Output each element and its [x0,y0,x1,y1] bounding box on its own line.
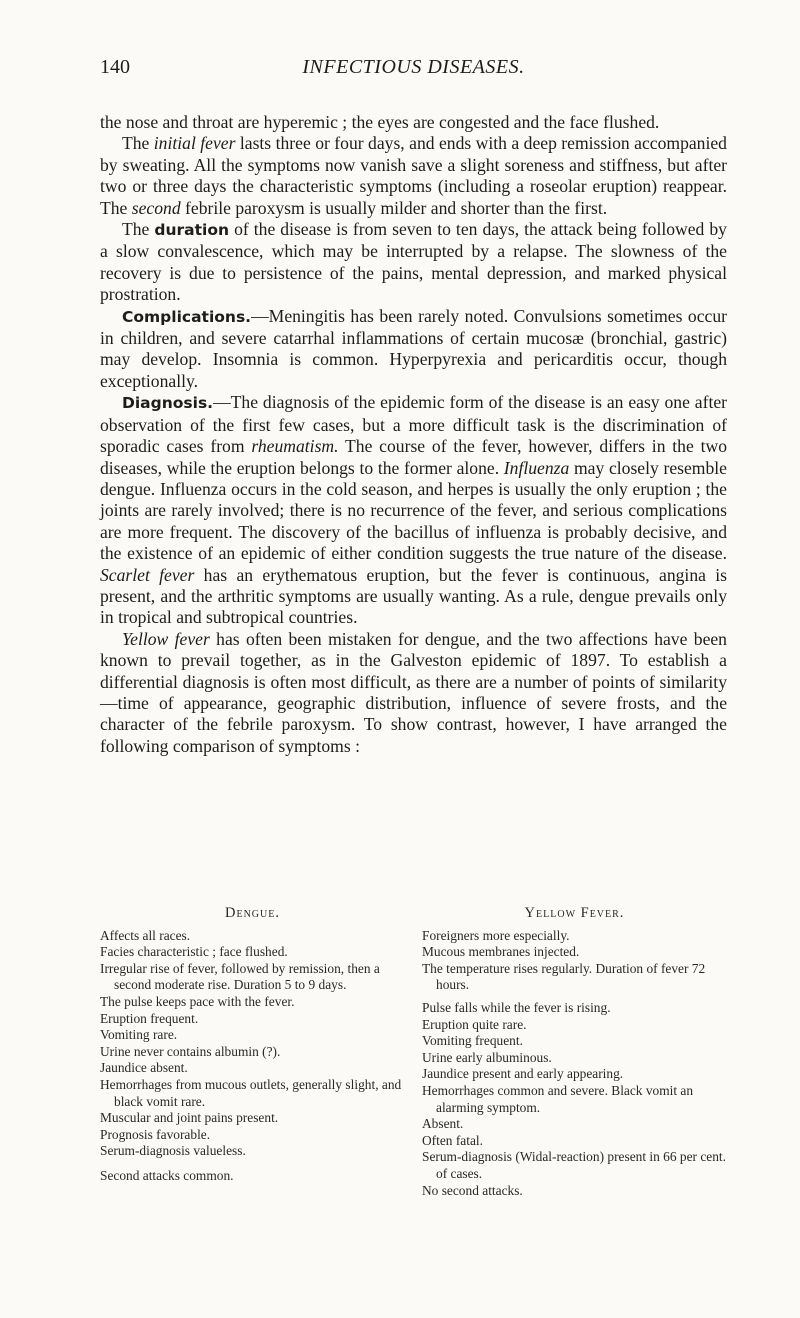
list-item: The pulse keeps pace with the fever. [100,993,295,1009]
list-item: Vomiting rare. [100,1027,178,1043]
heading-complications: Complications. [122,307,252,326]
list-item: Serum-diagnosis valueless. [100,1143,246,1159]
list-item: Muscular and joint pains present. [100,1110,279,1126]
dengue-column [100,905,405,1199]
list-item: Hemorrhages common and severe. Black vomit an alarming symptom. [422,1082,694,1115]
yellow-fever-column [422,905,727,1199]
list-item: Prognosis favorable. [100,1126,211,1142]
paragraph-continuation: the nose and throat are hyperemic ; the eyes are congested and the face flushed. [100,112,660,132]
heading-duration: duration [154,221,230,240]
paragraph-diagnosis: Diagnosis.—The diagnosis of the epidemic form of the disease is an easy one after observation of the first few cases, but a more difficult task is the discrimination of sporadic cases from rheumatism. The course of the fever, however, differs in the two diseases, while the eruption belongs to the former alone. Influenza may closely resemble dengue. Influenza occurs in the cold season, and herpes is usually the only eruption ; the joints are rarely involved; there is no recurrence of the fever, and serious complications are more frequent. The discovery of the bacillus of influenza is probably decisive, and the existence of an epidemic of either condition suggests the true nature of the disease. Scarlet fever has an erythematous eruption, but the fever is continuous, angina is present, and the arthritic symptoms are usually wanting. As a rule, dengue prevails only in tropical and subtropical countries. [100,392,727,628]
yellow-fever-heading: Yellow Fever. [524,905,625,921]
list-item: Urine never contains albumin (?). [100,1043,281,1059]
list-item: No second attacks. [422,1182,523,1198]
running-title: INFECTIOUS DISEASES. [302,56,525,78]
list-item: Eruption quite rare. [422,1016,527,1032]
heading-diagnosis: Diagnosis. [122,394,214,413]
list-item: Hemorrhages from mucous outlets, generally slight, and black vomit rare. [100,1076,402,1109]
list-item: Eruption frequent. [100,1010,199,1026]
list-item: Urine early albuminous. [422,1049,552,1065]
list-item: Absent. [422,1116,464,1132]
list-item: Serum-diagnosis (Widal-reaction) present in 66 per cent. of cases. [422,1149,726,1181]
list-item: Mucous membranes injected. [422,944,580,960]
list-item: Often fatal. [422,1132,483,1148]
body-text [100,112,727,757]
running-header [100,56,727,86]
dengue-heading: Dengue. [225,905,280,921]
list-item: Facies characteristic ; face flushed. [100,944,288,960]
list-item: Vomiting frequent. [422,1033,523,1049]
list-item: Irregular rise of fever, followed by remission, then a second moderate rise. Duration 5 to 9 days. [100,960,380,993]
paragraph-complications: Complications.—Meningitis has been rarely noted. Convulsions sometimes occur in children, and severe catarrhal inflammations of certain mucosæ (bronchial, gastric) may develop. Insomnia is common. Hyperpyrexia and pericarditis occur, though exceptionally. [100,305,727,391]
list-item: Foreigners more especially. [422,927,570,943]
list-item: Affects all races. [100,927,191,943]
list-item: Second attacks common. [100,1167,234,1183]
paragraph-yellow-fever: Yellow fever has often been mistaken for dengue, and the two affections have been known to prevail together, as in the Galveston epidemic of 1897. To establish a differential diagnosis is often most difficult, as there are a number of points of similarity—time of appearance, geographic distribution, influence of severe frosts, and the character of the febrile paroxysm. To show contrast, however, I have arranged the following comparison of symptoms : [100,628,727,756]
paragraph-duration: The duration of the disease is from seven to ten days, the attack being followed by a slow convalescence, which may be interrupted by a relapse. The slowness of the recovery is due to persistence of the pains, mental depression, and marked physical prostration. [100,219,727,305]
paragraph-initial-fever: The initial fever lasts three or four days, and ends with a deep remission accompanied by sweating. All the symptoms now vanish save a slight soreness and stiffness, but after two or three days the characteristic symptoms (including a roseolar eruption) reappear. The second febrile paroxysm is usually milder and shorter than the first. [100,133,727,218]
list-item: Jaundice present and early appearing. [422,1066,624,1082]
list-item: The temperature rises regularly. Duration of fever 72 hours. [422,960,706,993]
comparison-table [100,905,727,1199]
list-item: Pulse falls while the fever is rising. [422,999,611,1015]
list-item: Jaundice absent. [100,1060,188,1076]
page-number: 140 [100,56,130,78]
